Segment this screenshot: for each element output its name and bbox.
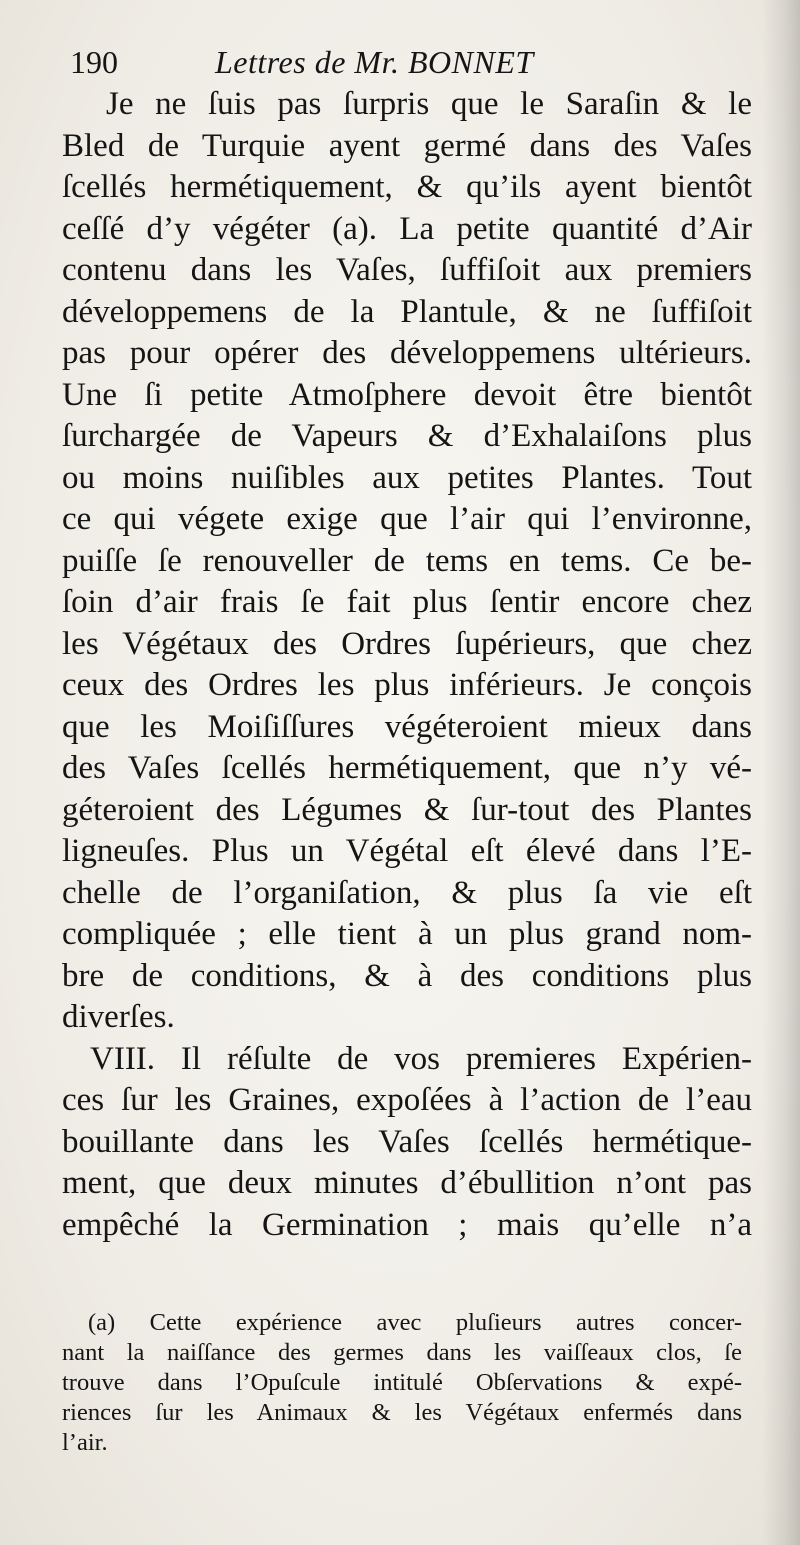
text-line: diverſes. [62,999,175,1035]
running-header [70,44,750,88]
text-line: empêché la Germination ; mais qu’elle n’a [62,1206,752,1243]
text-line: compliquée ; elle tient à un plus grand nom- [62,916,752,952]
text-line: développemens de la Plantule, & ne ſuffiſoit [62,293,752,330]
text-line: Une ſi petite Atmoſphere devoit être bientôt [62,376,752,413]
text-line: que les Moiſiſſures végéteroient mieux dans [62,708,752,745]
page-edge-shadow [762,0,800,1545]
text-line: VIII. Il réſulte de vos premieres Expérien- [90,1040,752,1077]
text-line: ligneuſes. Plus un Végétal eſt élevé dans l’E- [62,833,752,869]
text-line: ce qui végete exige que l’air qui l’environne, [62,501,752,537]
text-line: bouillante dans les Vaſes ſcellés hermétique- [62,1123,752,1160]
text-line: bre de conditions, & à des conditions plus [62,957,752,994]
text-line: ceſſé d’y végéter (a). La petite quantité d’Air [62,210,752,247]
text-line: ment, que deux minutes d’ébullition n’ont pas [62,1165,752,1201]
text-line: géteroient des Légumes & ſur-tout des Plantes [62,791,752,828]
footnote-line: l’air. [62,1429,108,1456]
footnote-line: nant la naiſſance des germes dans les vaiſſeaux clos, ſe [62,1339,742,1366]
text-line: ſoin d’air frais ſe fait plus ſentir encore chez [62,584,752,620]
text-line: chelle de l’organiſation, & plus ſa vie eſt [62,874,752,911]
text-line: ceux des Ordres les plus inférieurs. Je conçois [62,667,752,703]
footnote-line: riences ſur les Animaux & les Végétaux enfermés dans [62,1399,742,1426]
footnote-line: (a) Cette expérience avec pluſieurs autres concer- [88,1309,742,1336]
body-text [62,84,752,1246]
text-line: Bled de Turquie ayent germé dans des Vaſes [62,127,752,164]
text-line: contenu dans les Vaſes, ſuffiſoit aux premiers [62,252,752,288]
text-line: ou moins nuiſibles aux petites Plantes. Tout [62,459,752,496]
text-line: ſurchargée de Vapeurs & d’Exhalaiſons plus [62,418,752,454]
text-line: Je ne ſuis pas ſurpris que le Saraſin & le [106,86,752,122]
text-line: les Végétaux des Ordres ſupérieurs, que chez [62,625,752,662]
page-number: 190 [70,44,118,80]
text-line: ſcellés hermétiquement, & qu’ils ayent bientôt [62,169,752,205]
text-line: puiſſe ſe renouveller de tems en tems. Ce be- [62,542,752,579]
running-title: Lettres de Mr. BONNET [215,44,534,80]
text-line: des Vaſes ſcellés hermétiquement, que n’y vé- [62,750,752,786]
footnote-line: trouve dans l’Opuſcule intitulé Obſervations & expé- [62,1369,742,1396]
text-line: pas pour opérer des développemens ultérieurs. [62,335,752,371]
text-line: ces ſur les Graines, expoſées à l’action de l’eau [62,1082,752,1118]
footnote [62,1308,742,1458]
